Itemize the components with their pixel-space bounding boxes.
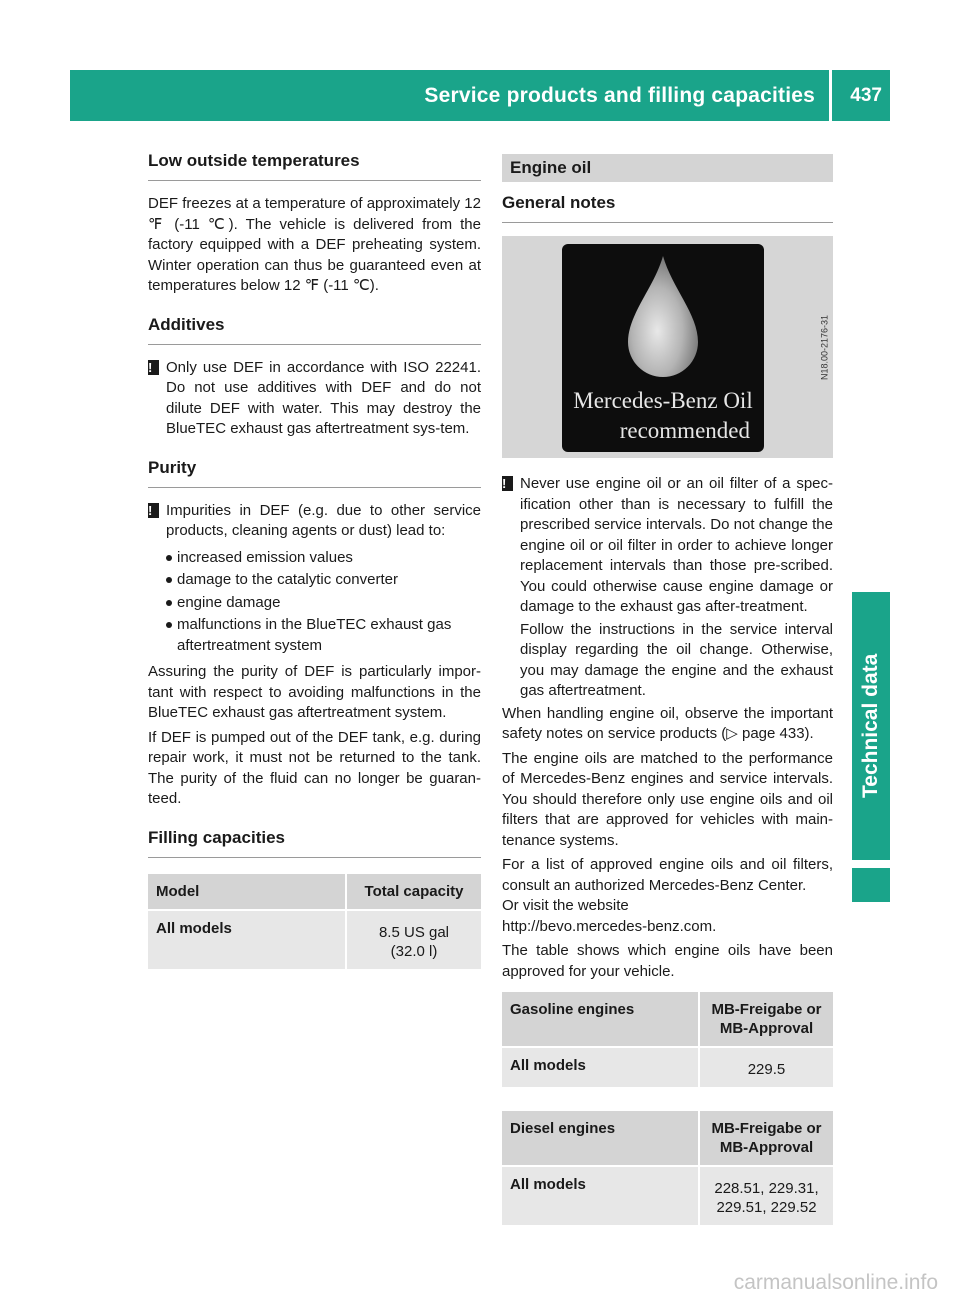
table-header-row	[502, 1111, 833, 1166]
column-header-model: Model	[148, 874, 346, 910]
cell-total-capacity	[346, 910, 481, 969]
left-column	[148, 150, 481, 969]
cell-approval	[699, 1166, 833, 1225]
list-item: damage to the catalytic converter	[166, 570, 481, 591]
approval-value: 229.5	[747, 1061, 786, 1078]
image-reference-code: N18.00-2176-31	[819, 314, 830, 380]
chapter-tab	[852, 592, 890, 860]
engine-oil-warning	[502, 474, 833, 618]
exclamation-icon: !	[148, 503, 159, 518]
cell-approval	[699, 1047, 833, 1087]
gasoline-engines-table	[502, 992, 833, 1087]
purity-warning-text: Impurities in DEF (e.g. due to other service products, cleaning agents or dust) lead to:	[166, 501, 481, 539]
table-row	[502, 1047, 833, 1087]
heading-purity: Purity	[148, 457, 481, 488]
engine-oil-para-3b: Or visit the website	[502, 897, 629, 914]
header-divider	[829, 70, 832, 121]
oil-recommendation-image	[502, 236, 833, 458]
purity-para-1: Assuring the purity of DEF is particularly impor-tant with respect to avoiding malfunctions in the BlueTEC exhaust gas aftertreatment system.	[148, 663, 481, 721]
column-header-gasoline-engines: Gasoline engines	[502, 992, 699, 1047]
list-item: malfunctions in the BlueTEC exhaust gas aftertreatment system	[166, 615, 481, 656]
column-header-mb-approval: MB-Freigabe or MB-Approval	[699, 992, 833, 1047]
chapter-tab-label: Technical data	[858, 653, 882, 799]
cell-model: All models	[148, 910, 346, 969]
list-item: increased emission values	[166, 548, 481, 569]
table-row	[502, 1166, 833, 1225]
oil-drop-icon	[562, 252, 764, 382]
additives-warning-text: Only use DEF in accordance with ISO 22241. Do not use additives with DEF and do not dilute DEF with water. This may destroy the BlueTEC exhaust gas aftertreatment sys-tem.	[166, 358, 481, 437]
section-title-engine-oil: Engine oil	[502, 154, 833, 182]
table-row	[148, 910, 481, 969]
purity-warning	[148, 501, 481, 542]
heading-additives: Additives	[148, 314, 481, 345]
list-item: engine damage	[166, 593, 481, 614]
oil-label-card	[562, 244, 764, 452]
website-url: http://bevo.mercedes-benz.com.	[502, 917, 717, 935]
diesel-engines-table	[502, 1111, 833, 1225]
heading-filling-capacities: Filling capacities	[148, 827, 481, 858]
heading-general-notes: General notes	[502, 192, 833, 223]
purity-bullet-list	[148, 548, 481, 657]
cell-model: All models	[502, 1047, 699, 1087]
column-header-diesel-engines: Diesel engines	[502, 1111, 699, 1166]
exclamation-icon: !	[502, 476, 513, 491]
cell-model: All models	[502, 1166, 699, 1225]
low-temp-text: DEF freezes at a temperature of approximately 12 ℉ (-11 ℃). The vehicle is delivered from the factory equipped with a DEF preheating system. Winter operation can thus be guaranteed even at temperatures below 12 ℉ (-11 ℃).	[148, 195, 481, 294]
column-header-mb-approval: MB-Freigabe or MB-Approval	[699, 1111, 833, 1166]
engine-oil-warning-text: Never use engine oil or an oil filter of a spec-ification other than is necessary to fulfill the prescribed service intervals. Do not change the engine oil or oil filter in order to achieve longer replacement intervals than those pre-scribed. You could otherwise cause engine damage or damage to the exhaust gas after-treatment.	[520, 475, 833, 615]
heading-low-outside-temperatures: Low outside temperatures	[148, 150, 481, 181]
chapter-marker	[852, 868, 890, 902]
table-header-row	[502, 992, 833, 1047]
approval-value-line-1: 228.51, 229.31,	[714, 1180, 819, 1197]
site-watermark: carmanualsonline.info	[733, 1271, 938, 1294]
capacity-line-2: (32.0 l)	[390, 942, 438, 960]
capacity-line-1: 8.5 US gal	[378, 923, 450, 941]
engine-oil-warning-follow: Follow the instructions in the service interval display regarding the oil change. Otherwise, you may damage the engine and the exhaust gas aftertreatment.	[520, 620, 833, 699]
approval-value-line-2: 229.51, 229.52	[716, 1199, 817, 1216]
purity-para-2: If DEF is pumped out of the DEF tank, e.g. during repair work, it must not be returned to the tank. The purity of the fluid can no longer be guaran-teed.	[148, 728, 481, 807]
exclamation-icon: !	[148, 360, 159, 375]
filling-capacities-table	[148, 874, 481, 969]
engine-oil-para-4: The table shows which engine oils have been approved for your vehicle.	[502, 942, 833, 980]
oil-label-line-1: Mercedes-Benz Oil	[573, 388, 753, 413]
engine-oil-para-3a: For a list of approved engine oils and oil filters, consult an authorized Mercedes-Benz Center.	[502, 856, 833, 894]
oil-label-line-2: recommended	[619, 418, 750, 443]
page-header	[70, 70, 890, 121]
table-header-row	[148, 874, 481, 910]
additives-warning	[148, 358, 481, 440]
right-column	[502, 154, 833, 1225]
column-header-total-capacity: Total capacity	[346, 874, 481, 910]
header-title: Service products and filling capacities	[424, 84, 815, 107]
page-number: 437	[850, 85, 882, 106]
engine-oil-para-1: When handling engine oil, observe the important safety notes on service products (▷ page 433).	[502, 704, 833, 742]
engine-oil-para-2: The engine oils are matched to the performance of Mercedes-Benz engines and service intervals. You should therefore only use engine oils and oil filters that are approved for vehicles with main-tenance systems.	[502, 749, 833, 849]
